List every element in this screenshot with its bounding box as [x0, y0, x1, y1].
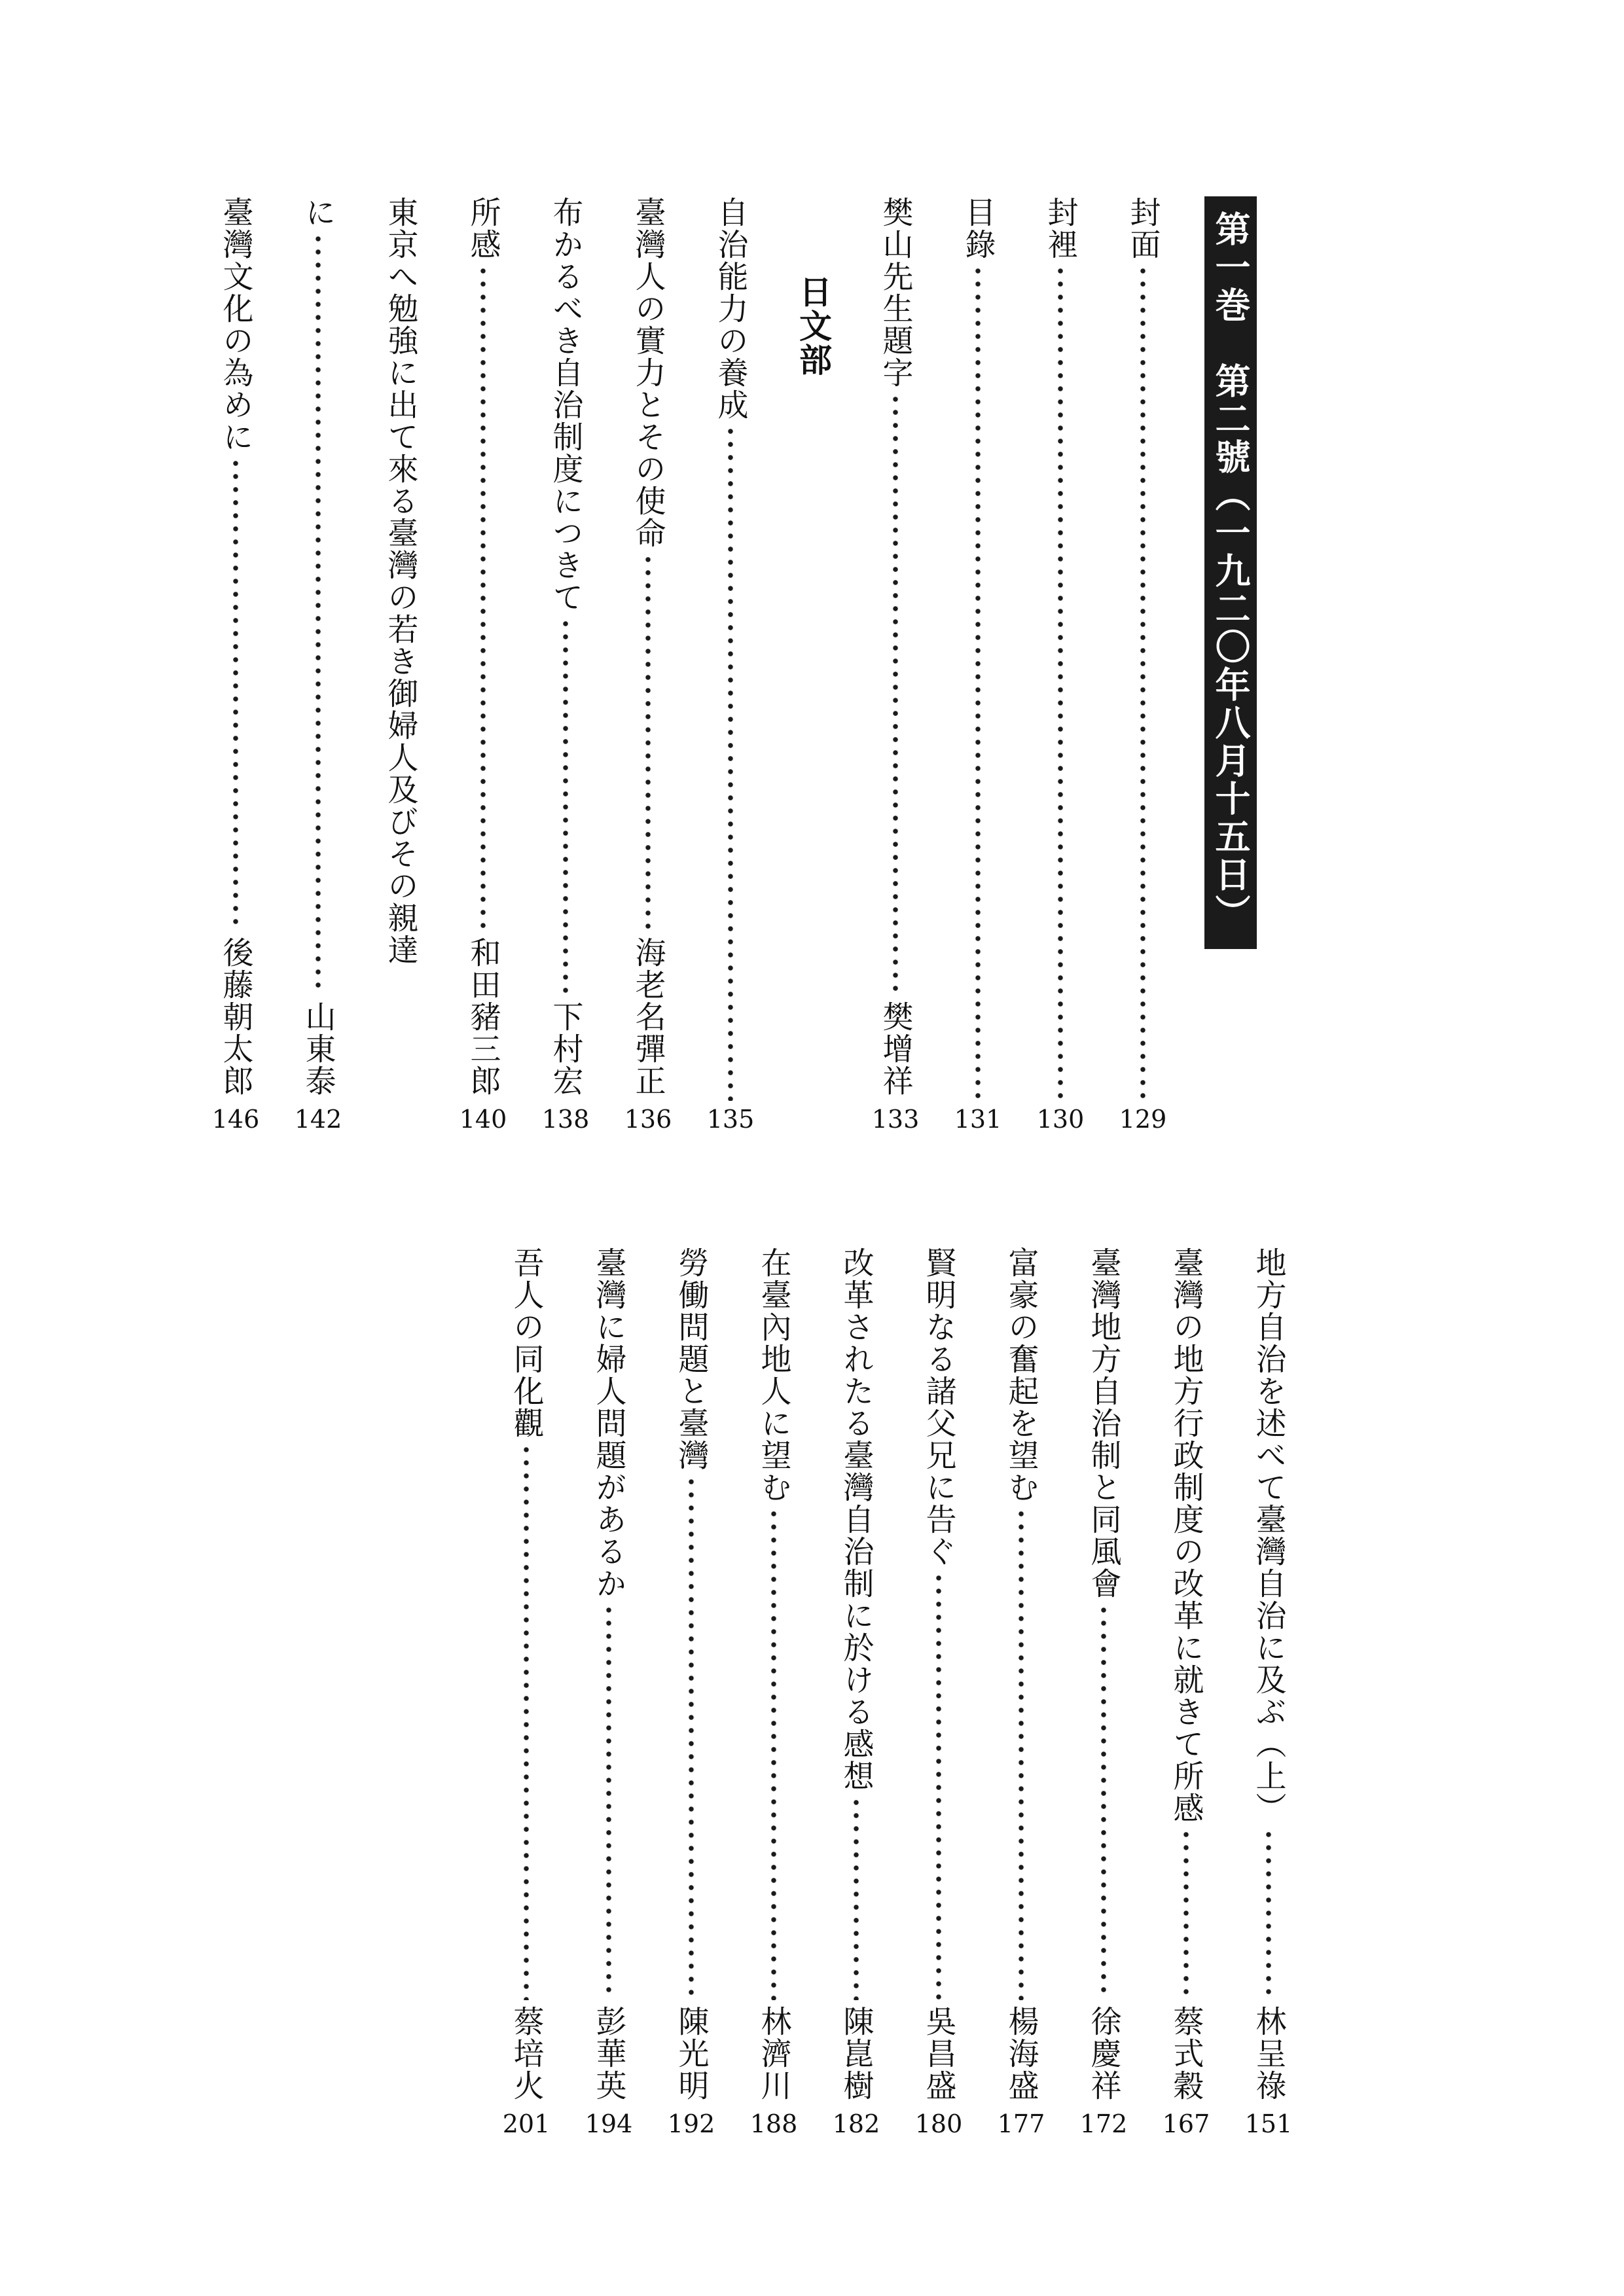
- entry-title: 封面: [1125, 196, 1161, 260]
- toc-entry: [667, 1247, 715, 2138]
- toc-entry: [871, 196, 920, 1134]
- entry-title: 自治能力の養成: [712, 196, 749, 421]
- entry-title: 臺灣の地方行政制度の改革に就きて所感: [1168, 1247, 1204, 1824]
- entry-title: 地方自治を述べて臺灣自治に及ぶ（上）: [1250, 1247, 1287, 1824]
- entry-page: 151: [1244, 2109, 1293, 2138]
- entry-author: 下村宏: [547, 1001, 584, 1097]
- entry-page: 129: [1119, 1105, 1167, 1134]
- toc-entry: [624, 196, 672, 1134]
- leader-dots: [753, 1507, 795, 2000]
- entry-page: 131: [954, 1105, 1002, 1134]
- toc-entry: [954, 196, 1002, 1134]
- entry-title: 臺灣に婦人問題があるか: [590, 1247, 627, 1600]
- leader-dots: [957, 264, 999, 1101]
- entry-title: 改革されたる臺灣自治制に於ける感想: [838, 1247, 875, 1792]
- toc-entry-continued: [380, 196, 422, 1132]
- toc-entry: [459, 196, 507, 1134]
- toc-entry: [706, 196, 755, 1134]
- toc-entry: [211, 196, 260, 1134]
- volume-title-column: [1204, 196, 1257, 1132]
- entry-page: 140: [459, 1105, 507, 1134]
- leader-dots: [1248, 1828, 1290, 2000]
- entry-page: 194: [585, 2109, 633, 2138]
- leader-dots: [1122, 264, 1164, 1101]
- entry-page: 182: [832, 2109, 880, 2138]
- leader-dots: [835, 1796, 877, 2000]
- entry-title: 東京へ勉強に出て來る臺灣の若き御婦人及びその親達: [382, 196, 419, 966]
- section-heading-column: [792, 196, 834, 1132]
- entry-page: 142: [294, 1105, 342, 1134]
- toc-upper-section: [105, 196, 1257, 1132]
- entry-title: 樊山先生題字: [877, 196, 914, 389]
- leader-dots: [1083, 1604, 1125, 2000]
- entry-page: 130: [1036, 1105, 1085, 1134]
- entry-page: 192: [667, 2109, 715, 2138]
- entry-page: 146: [211, 1105, 260, 1134]
- leader-dots: [918, 1571, 960, 2000]
- toc-entry: [1162, 1247, 1210, 2138]
- entry-page: 136: [624, 1105, 672, 1134]
- entry-author: 楊海盛: [1003, 2005, 1039, 2102]
- leader-dots: [1039, 264, 1081, 1101]
- entry-title: 臺灣地方自治制と同風會: [1085, 1247, 1122, 1600]
- toc-entry: [294, 196, 342, 1134]
- entry-page: 138: [541, 1105, 590, 1134]
- leader-dots: [1165, 1828, 1207, 2000]
- toc-entry: [541, 196, 590, 1134]
- entry-title: 封裡: [1042, 196, 1079, 260]
- toc-entry: [1036, 196, 1085, 1134]
- entry-author: 後藤朝太郎: [217, 937, 254, 1097]
- entry-author: 山東泰: [300, 1001, 336, 1097]
- leader-dots: [670, 1475, 712, 2000]
- entry-title: 富豪の奮起を望む: [1003, 1247, 1039, 1503]
- entry-author: 陳光明: [673, 2005, 710, 2102]
- leader-dots: [462, 264, 504, 931]
- leader-dots: [710, 425, 751, 1101]
- leader-dots: [297, 232, 339, 996]
- entry-title-continuation: に: [300, 196, 336, 228]
- entry-title: 布かるべき自治制度につきて: [547, 196, 584, 613]
- leader-dots: [875, 393, 916, 996]
- toc-entry: [1244, 1247, 1293, 2138]
- entry-title: 吾人の同化觀: [508, 1247, 545, 1439]
- toc-entry: [585, 1247, 633, 2138]
- entry-title: 目錄: [960, 196, 996, 260]
- entry-author: 林呈祿: [1250, 2005, 1287, 2102]
- toc-entry: [1119, 196, 1167, 1134]
- entry-title: 臺灣人の實力とその使命: [630, 196, 666, 549]
- entry-title: 臺灣文化の為めに: [217, 196, 254, 453]
- entry-page: 180: [914, 2109, 963, 2138]
- leader-dots: [1000, 1507, 1042, 2000]
- entry-author: 海老名彈正: [630, 937, 666, 1097]
- entry-title: 在臺內地人に望む: [755, 1247, 792, 1503]
- toc-lower-section: [458, 1247, 1293, 2138]
- entry-page: 133: [871, 1105, 920, 1134]
- entry-author: 和田豬三郎: [465, 937, 501, 1097]
- entry-author: 徐慶祥: [1085, 2005, 1122, 2102]
- entry-author: 蔡式穀: [1168, 2005, 1204, 2102]
- entry-author: 樊增祥: [877, 1001, 914, 1097]
- toc-entry: [502, 1247, 550, 2138]
- leader-dots: [545, 617, 586, 996]
- entry-author: 林濟川: [755, 2005, 792, 2102]
- entry-page: 188: [749, 2109, 798, 2138]
- entry-author: 蔡培火: [508, 2005, 545, 2102]
- entry-author: 陳崑樹: [838, 2005, 875, 2102]
- toc-entry: [1079, 1247, 1128, 2138]
- entry-title: 勞働問題と臺灣: [673, 1247, 710, 1471]
- entry-page: 177: [997, 2109, 1045, 2138]
- leader-dots: [627, 553, 669, 931]
- entry-title: 賢明なる諸父兄に告ぐ: [920, 1247, 957, 1568]
- volume-title: 第一巻 第二號（一九二〇年八月十五日）: [1204, 196, 1257, 949]
- toc-entry: [832, 1247, 880, 2138]
- entry-author: 吳昌盛: [920, 2005, 957, 2102]
- leader-dots: [588, 1604, 630, 2000]
- toc-entry: [914, 1247, 963, 2138]
- entry-author: 彭華英: [590, 2005, 627, 2102]
- leader-dots: [215, 457, 257, 931]
- toc-entry: [997, 1247, 1045, 2138]
- entry-page: 135: [706, 1105, 755, 1134]
- leader-dots: [505, 1443, 547, 2000]
- entry-page: 167: [1162, 2109, 1210, 2138]
- entry-page: 172: [1079, 2109, 1128, 2138]
- entry-page: 201: [502, 2109, 550, 2138]
- toc-entry: [749, 1247, 798, 2138]
- section-heading: 日文部: [794, 275, 833, 377]
- entry-title: 所感: [465, 196, 501, 260]
